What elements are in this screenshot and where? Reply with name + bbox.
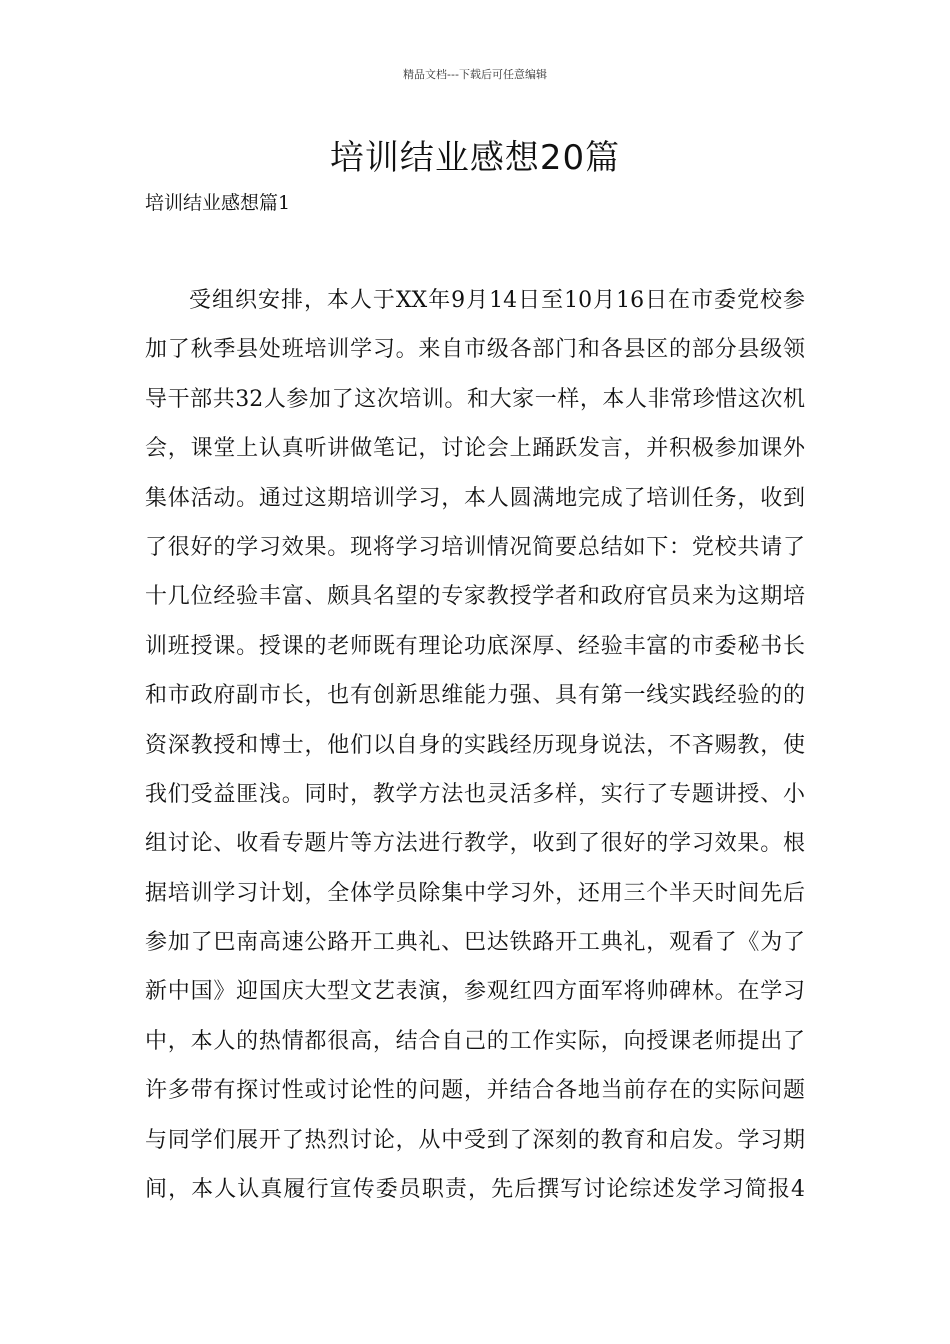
section-heading: 培训结业感想篇1 — [145, 192, 291, 214]
text-line: 集体活动。通过这期培训学习，本人圆满地完成了培训任务，收到 — [145, 485, 805, 511]
text-line: 间，本人认真履行宣传委员职责，先后撰写讨论综述发学习简报4 — [145, 1177, 805, 1203]
text-line: 许多带有探讨性或讨论性的问题，并结合各地当前存在的实际问题 — [145, 1078, 805, 1104]
text-line: 训班授课。授课的老师既有理论功底深厚、经验丰富的市委秘书长 — [145, 633, 805, 659]
text-line: 会，课堂上认真听讲做笔记，讨论会上踊跃发言，并积极参加课外 — [145, 436, 805, 462]
text-line: 与同学们展开了热烈讨论，从中受到了深刻的教育和启发。学习期 — [145, 1127, 805, 1153]
text-line: 受组织安排，本人于XX年9月14日至10月16日在市委党校参 — [189, 288, 805, 313]
text-line: 参加了巴南高速公路开工典礼、巴达铁路开工典礼，观看了《为了 — [145, 930, 805, 956]
text-line: 加了秋季县处班培训学习。来自市级各部门和各县区的部分县级领 — [145, 337, 805, 363]
text-line: 和市政府副市长，也有创新思维能力强、具有第一线实践经验的的 — [145, 683, 805, 709]
text-line: 我们受益匪浅。同时，教学方法也灵活多样，实行了专题讲授、小 — [145, 781, 805, 807]
text-line: 导干部共32人参加了这次培训。和大家一样，本人非常珍惜这次机 — [145, 386, 805, 412]
text-line: 据培训学习计划，全体学员除集中学习外，还用三个半天时间先后 — [145, 880, 805, 906]
body-paragraph — [145, 284, 805, 1222]
document-title: 培训结业感想20篇 — [329, 138, 621, 178]
text-line: 了很好的学习效果。现将学习培训情况简要总结如下：党校共请了 — [145, 534, 805, 560]
text-line: 资深教授和博士，他们以自身的实践经历现身说法，不吝赐教，使 — [145, 732, 805, 758]
text-line: 十几位经验丰富、颇具名望的专家教授学者和政府官员来为这期培 — [145, 584, 805, 610]
text-line: 组讨论、收看专题片等方法进行教学，收到了很好的学习效果。根 — [145, 831, 805, 857]
page-header: 精品文档---下载后可任意编辑 — [403, 68, 547, 81]
text-line: 中，本人的热情都很高，结合自己的工作实际，向授课老师提出了 — [145, 1028, 805, 1054]
text-line: 新中国》迎国庆大型文艺表演，参观红四方面军将帅碑林。在学习 — [145, 979, 805, 1005]
